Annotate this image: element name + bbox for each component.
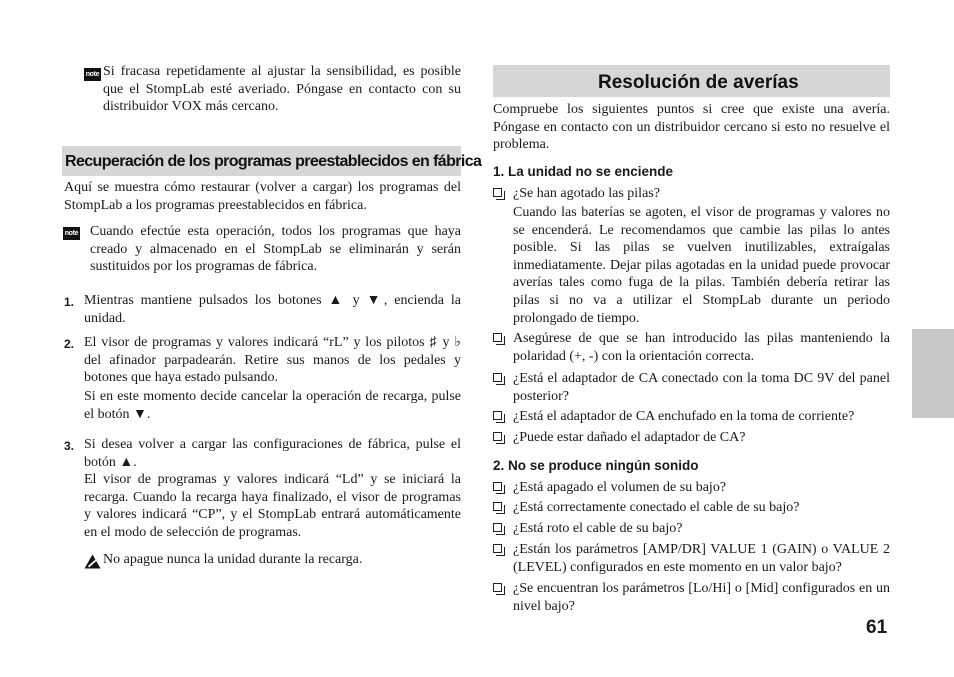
list-item: ¿Puede estar dañado el adaptador de CA? (513, 430, 746, 445)
list-item: ¿Está el adaptador de CA conectado con la toma DC 9V del panel posterior? (513, 371, 890, 404)
checkbox-icon (493, 544, 505, 556)
list-item: Asegúrese de que se han introducido las pilas manteniendo la polaridad (+, -) con la orientación correcta. (513, 331, 890, 364)
checkbox-icon (493, 188, 505, 200)
list-item-detail: Cuando las baterías se agoten, el visor de programas y valores no se encenderá. Le recomendamos que cambie las pilas lo antes posible. Si las pilas se vuelven inutilizables, extraígalas inmediatamente. Dejar pilas agotadas en la unidad puede provocar averías tales como fuga de la pilas. También debería retirar las pilas si no va a utilizar el StompLab durante un periodo prolongado de tiempo. (513, 205, 890, 326)
list-item: ¿Está apagado el volumen de su bajo? (513, 480, 727, 495)
step-text: Si en este momento decide cancelar la operación de recarga, pulse el botón ▼. (84, 389, 461, 422)
warning-text: No apague nunca la unidad durante la recarga. (103, 552, 363, 567)
checkbox-icon (493, 502, 505, 514)
step-number: 1. (64, 295, 75, 309)
note-icon: note (84, 68, 101, 81)
step-number: 3. (64, 439, 75, 453)
side-tab (912, 329, 954, 418)
list-item: ¿Están los parámetros [AMP/DR] VALUE 1 (GAIN) o VALUE 2 (LEVEL) configurados en este momento en un valor bajo? (513, 542, 890, 575)
list-item: ¿Se han agotado las pilas? (513, 186, 660, 201)
step-text: Mientras mantiene pulsados los botones ▲ y ▼, encienda la unidad. (84, 293, 461, 326)
step-text: El visor de programas y valores indicará “Ld” y se iniciará la recarga. Cuando la recarga haya finalizado, el visor de programas y valores indicará “CP”, y el StompLab entrará automáticamente en el modo de selección de programas. (84, 472, 461, 540)
note-text: Cuando efectúe esta operación, todos los programas que haya creado y almacenado en el StompLab se eliminarán y serán sustituidos por los programas de fábrica. (90, 224, 461, 275)
checkbox-icon (493, 373, 505, 385)
section-heading: Recuperación de los programas preestablecidos en fábrica (65, 153, 482, 170)
list-item: ¿Se encuentran los parámetros [Lo/Hi] o [Mid] configurados en un nivel bajo? (513, 581, 890, 614)
checkbox-icon (493, 333, 505, 345)
section-heading: Resolución de averías (598, 72, 799, 93)
page-number: 61 (866, 617, 888, 638)
checkbox-icon (493, 523, 505, 535)
subsection-title: 2. No se produce ningún sonido (493, 458, 699, 473)
step-text: Si desea volver a cargar las configuraciones de fábrica, pulse el botón ▲. (84, 437, 461, 470)
intro-paragraph: Aquí se muestra cómo restaurar (volver a cargar) los programas del StompLab a los programas preestablecidos en fábrica. (64, 180, 461, 213)
list-item: ¿Está roto el cable de su bajo? (513, 521, 683, 536)
warning-icon (84, 554, 101, 569)
step-text: El visor de programas y valores indicará “rL” y los pilotos ♯ y ♭ del afinador parpadearán. Retire sus manos de los pedales y botones que haya estado pulsando. (84, 335, 461, 386)
intro-paragraph: Compruebe los siguientes puntos si cree que existe una avería. Póngase en contacto con un distribuidor cercano si esto no resuelve el problema. (493, 102, 890, 153)
checkbox-icon (493, 411, 505, 423)
note-icon: note (63, 227, 80, 240)
note-text: Si fracasa repetidamente al ajustar la sensibilidad, es posible que el StompLab esté averiado. Póngase en contacto con su distribuidor VOX más cercano. (103, 64, 461, 115)
checkbox-icon (493, 432, 505, 444)
checkbox-icon (493, 482, 505, 494)
list-item: ¿Está el adaptador de CA enchufado en la toma de corriente? (513, 409, 855, 424)
list-item: ¿Está correctamente conectado el cable de su bajo? (513, 500, 800, 515)
step-number: 2. (64, 337, 75, 351)
checkbox-icon (493, 583, 505, 595)
subsection-title: 1. La unidad no se enciende (493, 164, 674, 179)
